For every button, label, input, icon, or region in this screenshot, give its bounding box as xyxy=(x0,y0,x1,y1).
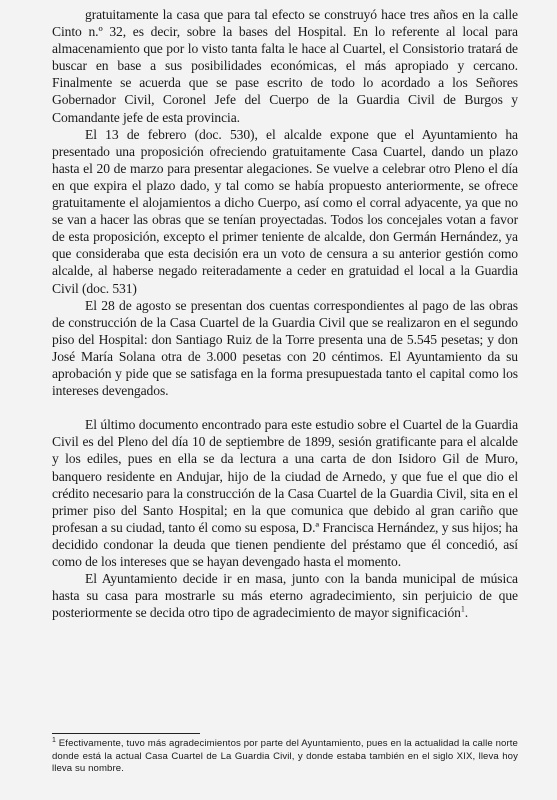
paragraph-4: El último documento encontrado para este estudio sobre el Cuartel de la Guardia Civil es del Pleno del día 10 de septiembre de 1899, sesión gratificante para el alcalde y los ediles, pues en ella se da lectura a una carta de don Isidoro Gil de Muro, banquero residente en Andujar, hijo de la ciudad de Arnedo, y que fue el que dio el crédito necesario para la construcción de la Casa Cuartel de la Guardia Civil, sita en el primer piso del Santo Hospital; en la que comunica que debido al gran cariño que profesan a su ciudad, tanto él como su esposa, D.ª Francisca Hernández, y sus hijos; ha decidido condonar la deuda que tienen pendiente del préstamo que él concedió, así como de los intereses que se hayan devengado hasta el momento. xyxy=(52,417,518,569)
paragraph-5-end: . xyxy=(464,605,469,621)
paragraph-3: El 28 de agosto se presentan dos cuentas correspondientes al pago de las obras de construcción de la Casa Cuartel de la Guardia Civil que se realizaron en el segundo piso del Hospital: don Santiago Ruiz de la Torre presenta una de 5.545 pesetas; y don José María Solana otra de 3.000 pesetas con 20 céntimos. El Ayuntamiento da su aprobación y pide que se satisfaga en la forma presupuestada tanto el capital como los intereses devengados. xyxy=(52,297,518,399)
body-text xyxy=(52,6,518,621)
paragraph-2: El 13 de febrero (doc. 530), el alcalde expone que el Ayuntamiento ha presentado una proposición ofreciendo gratuitamente Casa Cuartel, dando un plazo hasta el 20 de marzo para presentar alegaciones. Se vuelve a celebrar otro Pleno el día en que expira el plazo dado, y tal como se había propuesto anteriormente, se ofrece gratuitamente el alojamientos a dicho Cuerpo, así como el corral adyacente, ya que no se van a hacer las obras que se tenían proyectadas. Todos los concejales votan a favor de esta proposición, excepto el primer teniente de alcalde, don Germán Hernández, ya que consideraba que esta decisión era un voto de censura a su anterior gestión como alcalde, al haberse negado reiteradamente a ceder en gratuidad el local a la Guardia Civil (doc. 531) xyxy=(52,126,518,296)
footnote xyxy=(52,738,518,776)
paragraph-5-text: El Ayuntamiento decide ir en masa, junto con la banda municipal de música hasta su casa para mostrarle su más eterno agradecimiento, sin perjuicio de que posteriormente se decida otro tipo de agradecimiento de mayor significación xyxy=(52,571,518,621)
footnote-text: Efectivamente, tuvo más agradecimientos por parte del Ayuntamiento, pues en la actualidad la calle norte donde está la actual Casa Cuartel de La Guardia Civil, y donde estaba también en el siglo XIX, lleva hoy lleva su nombre. xyxy=(52,738,518,775)
footnote-separator xyxy=(52,733,200,734)
paragraph-1: gratuitamente la casa que para tal efecto se construyó hace tres años en la calle Cinto n.º 32, es decir, sobre la bases del Hospital. En lo referente al local para almacenamiento que por lo visto tanta falta le hace al Cuartel, el Consistorio tratará de buscar en base a sus posibilidades económicas, el más apropiado y cercano. Finalmente se acuerda que se pase escrito de todo lo acordado a los Señores Gobernador Civil, Coronel Jefe del Cuerpo de la Guardia Civil de Burgos y Comandante jefe de esta provincia. xyxy=(52,7,518,125)
paragraph-5 xyxy=(52,570,518,621)
footnote-number: 1 xyxy=(52,736,56,744)
footnote-reference[interactable]: 1 xyxy=(460,604,465,614)
